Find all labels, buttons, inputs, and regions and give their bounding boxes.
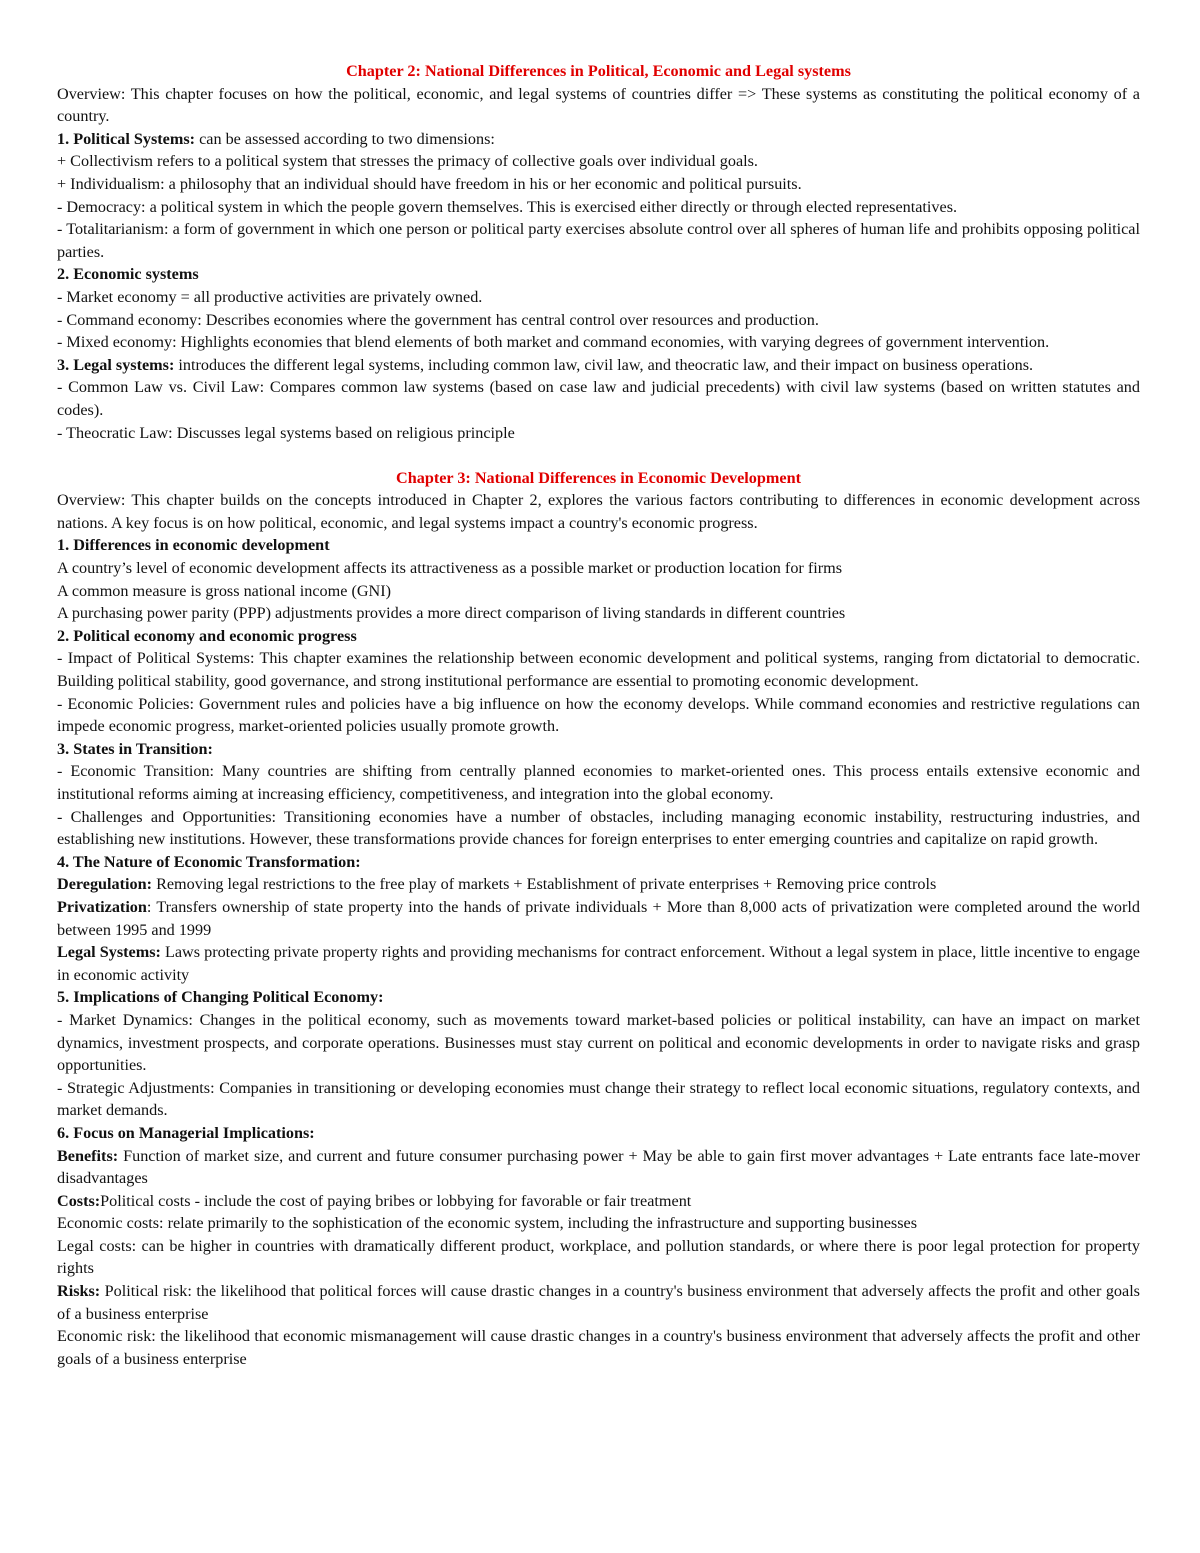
legal-systems-label: Legal Systems: bbox=[57, 943, 161, 962]
managerial-implications-heading: 6. Focus on Managerial Implications: bbox=[57, 1123, 315, 1142]
chapter-2-title: Chapter 2: National Differences in Political, Economic and Legal systems bbox=[346, 62, 851, 80]
implications-heading: 5. Implications of Changing Political Economy: bbox=[57, 988, 384, 1007]
political-systems-heading: 1. Political Systems: bbox=[57, 129, 196, 148]
political-economy-heading: 2. Political economy and economic progress bbox=[57, 626, 357, 645]
risks-label: Risks: bbox=[57, 1282, 101, 1301]
totalitarianism-item: - Totalitarianism: a form of government in which one person or political party exercises absolute control over all spheres of human life and prohibits opposing political parties. bbox=[57, 220, 1140, 261]
theocratic-law-item: - Theocratic Law: Discusses legal systems based on religious principle bbox=[57, 423, 515, 442]
states-in-transition-heading: 3. States in Transition: bbox=[57, 739, 213, 758]
risks-text: Political risk: the likelihood that political forces will cause drastic changes in a country's business environment that adversely affects the profit and other goals of a business enterprise bbox=[57, 1282, 1140, 1323]
costs-label: Costs: bbox=[57, 1191, 101, 1210]
differences-line-1: A country’s level of economic development affects its attractiveness as a possible market or production location for firms bbox=[57, 559, 843, 578]
legal-systems-paragraph bbox=[57, 354, 1140, 377]
challenges-opportunities-item: - Challenges and Opportunities: Transitioning economies have a number of obstacles, including managing economic instability, restructuring industries, and establishing new institutions. However, these transformations provide chances for foreign enterprises to enter emerging countries and capitalize on rapid growth. bbox=[57, 807, 1140, 849]
privatization-item bbox=[57, 896, 1140, 941]
economic-transformation-heading: 4. The Nature of Economic Transformation: bbox=[57, 852, 361, 871]
deregulation-label: Deregulation: bbox=[57, 875, 153, 894]
benefits-label: Benefits: bbox=[57, 1146, 119, 1165]
individualism-item: + Individualism: a philosophy that an individual should have freedom in his or her economic and political pursuits. bbox=[57, 174, 802, 193]
privatization-text: : Transfers ownership of state property into the hands of private individuals + More than 8,000 acts of privatization were completed around the world between 1995 and 1999 bbox=[57, 897, 1140, 939]
legal-systems-item bbox=[57, 941, 1140, 986]
impact-political-systems-item: - Impact of Political Systems: This chapter examines the relationship between economic development and political systems, ranging from dictatorial to democratic. Building political stability, good governance, and strong institutional performance are essential to promoting economic development. bbox=[57, 649, 1140, 691]
legal-systems-heading: 3. Legal systems: bbox=[57, 355, 175, 374]
chapter-3-title: Chapter 3: National Differences in Economic Development bbox=[396, 468, 801, 487]
privatization-label: Privatization bbox=[57, 897, 147, 916]
economic-risk-item: Economic risk: the likelihood that economic mismanagement will cause drastic changes in a country's business environment that adversely affects the profit and other goals of a business enterprise bbox=[57, 1327, 1140, 1368]
economic-transition-item: - Economic Transition: Many countries are shifting from centrally planned economies to market-oriented ones. This process entails extensive economic and institutional reforms aiming at increasing efficiency, competitiveness, and integration into the global economy. bbox=[57, 762, 1140, 803]
legal-systems-item-text: Laws protecting private property rights and providing mechanisms for contract enforcement. Without a legal system in place, little incentive to engage in economic activity bbox=[57, 943, 1140, 984]
economic-policies-item: - Economic Policies: Government rules and policies have a big influence on how the economy develops. While command economies and restrictive regulations can impede economic progress, market-oriented policies usually promote growth. bbox=[57, 694, 1140, 736]
differences-heading: 1. Differences in economic development bbox=[57, 536, 330, 555]
mixed-economy-item: - Mixed economy: Highlights economies that blend elements of both market and command economies, with varying degrees of government intervention. bbox=[57, 333, 1050, 352]
command-economy-item: - Command economy: Describes economies where the government has central control over resources and production. bbox=[57, 310, 819, 329]
deregulation-text: Removing legal restrictions to the free play of markets + Establishment of private enterprises + Removing price controls bbox=[152, 875, 937, 894]
strategic-adjustments-item: - Strategic Adjustments: Companies in transitioning or developing economies must change their strategy to reflect local economic situations, regulatory contexts, and market demands. bbox=[57, 1078, 1140, 1120]
benefits-item bbox=[57, 1145, 1140, 1190]
chapter-2-overview: Overview: This chapter focuses on how the political, economic, and legal systems of countries differ => These systems as constituting the political economy of a country. bbox=[57, 84, 1140, 126]
costs-item bbox=[57, 1190, 1140, 1213]
market-economy-item: - Market economy = all productive activities are privately owned. bbox=[57, 287, 483, 306]
economic-systems-heading: 2. Economic systems bbox=[57, 265, 199, 284]
market-dynamics-item: - Market Dynamics: Changes in the political economy, such as movements toward market-based policies or political instability, can have an impact on market dynamics, investment prospects, and corporate operations. Businesses must stay current on political and economic developments in order to navigate risks and grasp opportunities. bbox=[57, 1010, 1140, 1075]
legal-systems-text: introduces the different legal systems, including common law, civil law, and theocratic law, and their impact on business operations. bbox=[174, 355, 1034, 374]
common-civil-law-item: - Common Law vs. Civil Law: Compares common law systems (based on case law and judicial precedents) with civil law systems (based on written statutes and codes). bbox=[57, 378, 1140, 419]
economic-costs-item: Economic costs: relate primarily to the sophistication of the economic system, including the infrastructure and supporting businesses bbox=[57, 1214, 917, 1233]
section-spacer bbox=[57, 444, 1140, 467]
chapter-3-overview: Overview: This chapter builds on the concepts introduced in Chapter 2, explores the various factors contributing to differences in economic development across nations. A key focus is on how political, economic, and legal systems impact a country's economic progress. bbox=[57, 491, 1140, 532]
differences-line-3: A purchasing power parity (PPP) adjustments provides a more direct comparison of living standards in different countries bbox=[57, 604, 846, 623]
differences-line-2: A common measure is gross national income (GNI) bbox=[57, 581, 392, 600]
risks-item bbox=[57, 1280, 1140, 1325]
costs-text: Political costs - include the cost of paying bribes or lobbying for favorable or fair treatment bbox=[100, 1191, 692, 1210]
political-systems-paragraph bbox=[57, 128, 1140, 151]
political-systems-text: can be assessed according to two dimensions: bbox=[195, 129, 495, 148]
legal-costs-item: Legal costs: can be higher in countries with dramatically different product, workplace, and pollution standards, or where there is poor legal protection for property rights bbox=[57, 1236, 1140, 1278]
deregulation-item bbox=[57, 873, 1140, 896]
benefits-text: Function of market size, and current and future consumer purchasing power + May be able to gain first mover advantages + Late entrants face late-mover disadvantages bbox=[57, 1146, 1140, 1188]
democracy-item: - Democracy: a political system in which the people govern themselves. This is exercised either directly or through elected representatives. bbox=[57, 197, 958, 216]
collectivism-item: + Collectivism refers to a political system that stresses the primacy of collective goals over individual goals. bbox=[57, 152, 758, 171]
